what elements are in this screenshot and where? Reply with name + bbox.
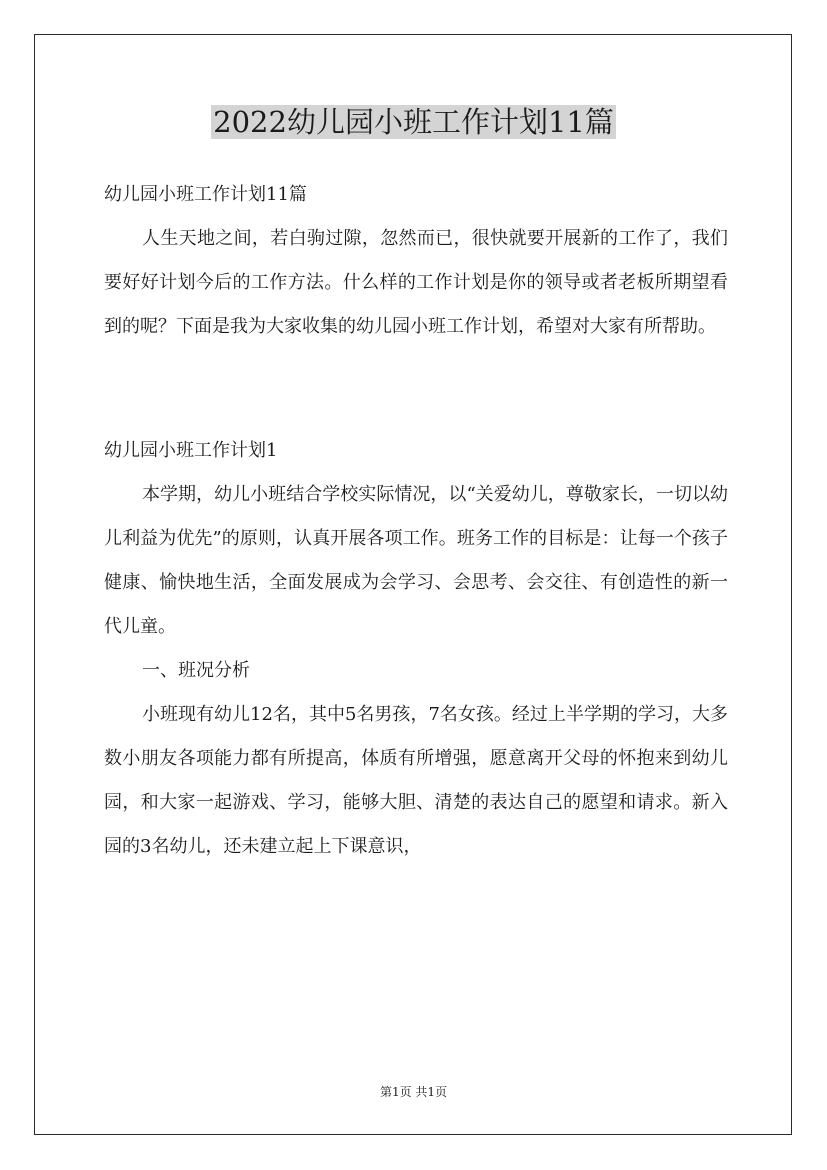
- intro-paragraph: 人生天地之间，若白驹过隙，忽然而已，很快就要开展新的工作了，我们要好好计划今后的工作方法。什么样的工作计划是你的领导或者老板所期望看到的呢？下面是我为大家收集的幼儿园小班工作计划，希望对大家有所帮助。: [104, 228, 728, 337]
- document-title-text: 2022幼儿园小班工作计划11篇: [213, 105, 614, 139]
- document-body: [104, 173, 728, 869]
- subsection-heading: 一、班况分析: [142, 660, 250, 681]
- section-heading: 幼儿园小班工作计划1: [104, 440, 278, 461]
- body-paragraph: 小班现有幼儿12名，其中5名男孩，7名女孩。经过上半学期的学习，大多数小朋友各项能力都有所提高，体质有所增强，愿意离开父母的怀抱来到幼儿园，和大家一起游戏、学习，能够大胆、清楚的表达自己的愿望和请求。新入园的3名幼儿，还未建立起上下课意识，: [104, 704, 728, 857]
- page-footer: 第1页 共1页: [379, 1085, 448, 1099]
- body-paragraph: 本学期，幼儿小班结合学校实际情况，以“关爱幼儿，尊敬家长，一切以幼儿利益为优先”的原则，认真开展各项工作。班务工作的目标是：让每一个孩子健康、愉快地生活，全面发展成为会学习、会思考、会交往、有创造性的新一代儿童。: [104, 484, 728, 637]
- subtitle-paragraph: 幼儿园小班工作计划11篇: [104, 184, 307, 205]
- document-title: [0, 100, 827, 144]
